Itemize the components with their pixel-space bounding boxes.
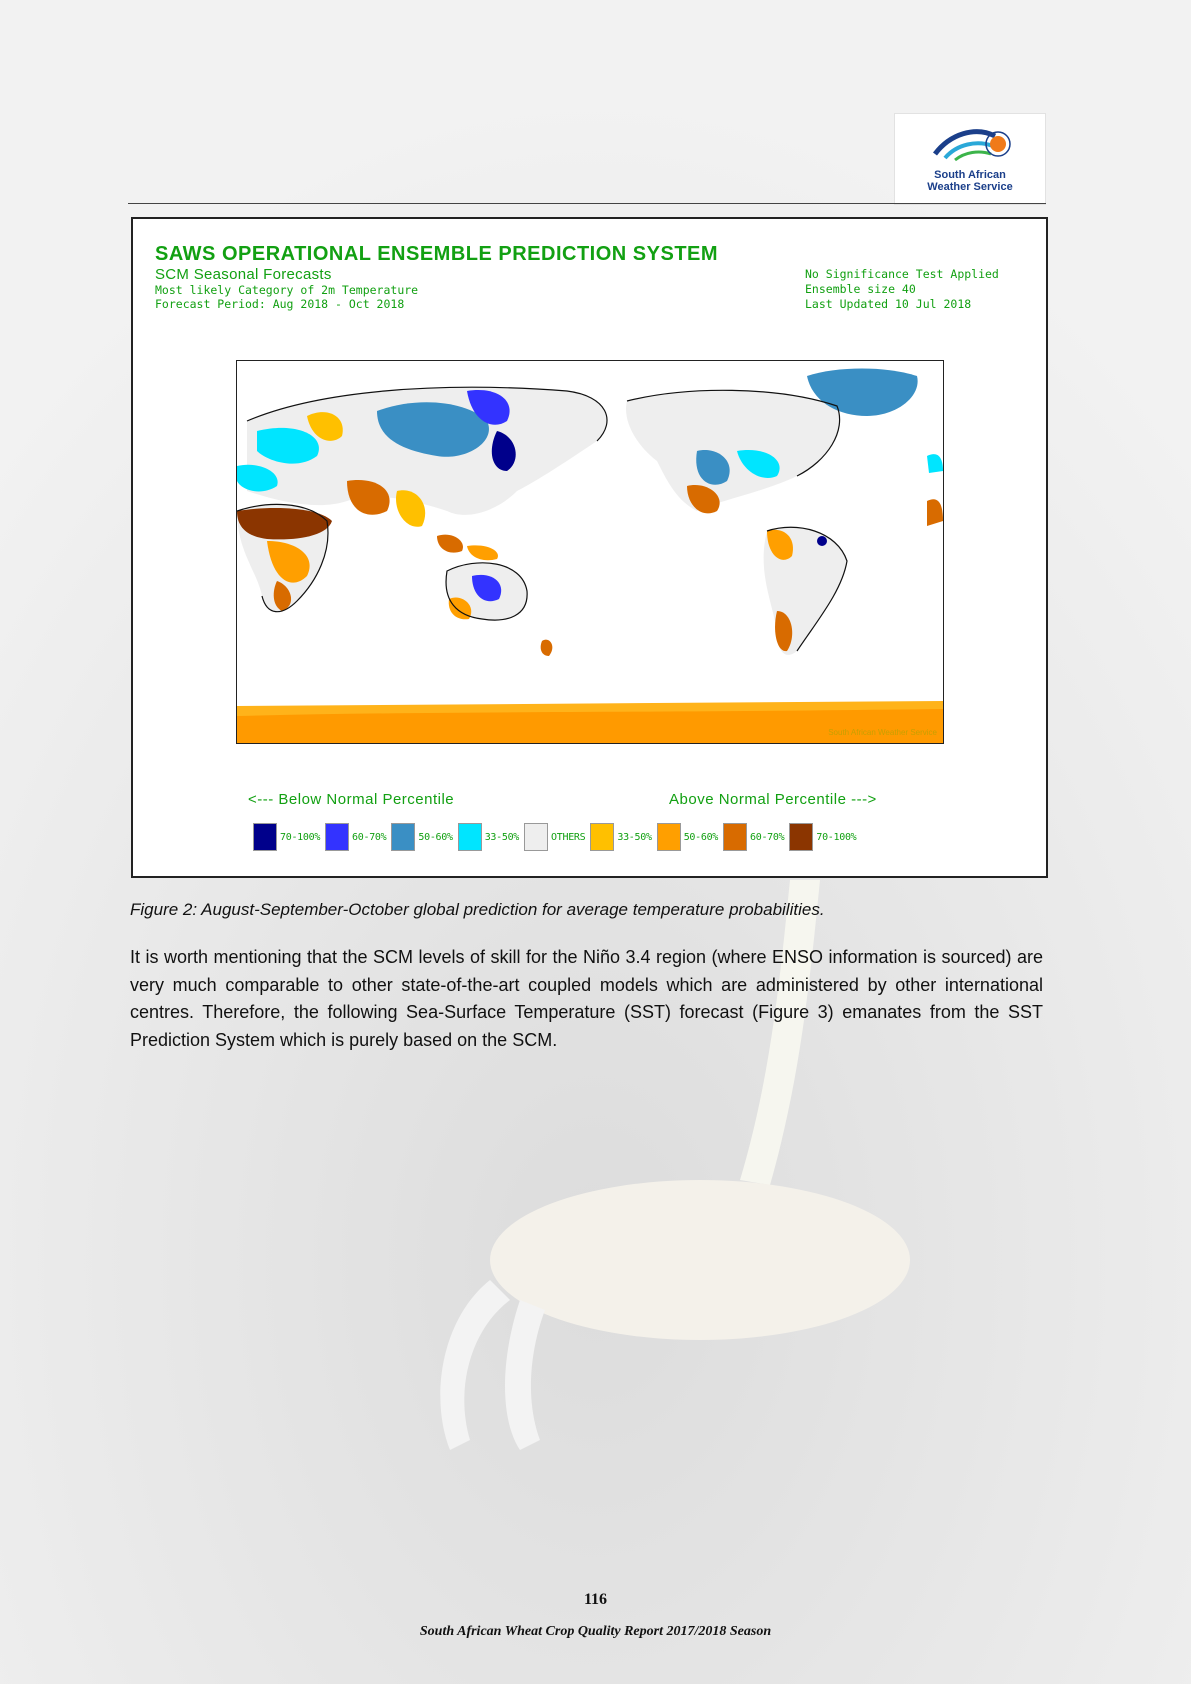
body-paragraph: It is worth mentioning that the SCM levels of skill for the Niño 3.4 region (where ENSO information is sourced) are very much comparable to other state-of-the-art coupled models which are administered by other international centres. Therefore, the following Sea-Surface Temperature (SST) forecast (Figure 3) emanates from the SST Prediction System which is purely based on the SCM. (130, 947, 1043, 1050)
legend-below-label: <--- Below Normal Percentile (248, 791, 455, 808)
legend-swatch (789, 823, 813, 851)
saws-logo-icon (895, 114, 1045, 169)
legend-label: 33-50% (484, 831, 520, 843)
legend-item (789, 823, 856, 851)
legend-label: 50-60% (683, 831, 719, 843)
legend-item (723, 823, 784, 851)
logo-name-line-1: South African (934, 169, 1006, 181)
legend-item (458, 823, 519, 851)
legend-swatch (253, 823, 277, 851)
figure-variable: Most likely Category of 2m Temperature (155, 283, 419, 297)
legend-item (325, 823, 386, 851)
figure-subtitle: SCM Seasonal Forecasts (155, 266, 332, 283)
page-footer: South African Wheat Crop Quality Report 2017/2018 Season (419, 1624, 772, 1639)
legend-label: 33-50% (617, 831, 652, 843)
page-number: 116 (583, 1591, 608, 1608)
logo-text (895, 169, 1045, 193)
legend (253, 823, 861, 851)
legend-item (524, 823, 585, 851)
last-updated: Last Updated 10 Jul 2018 (805, 297, 972, 311)
saws-logo (894, 113, 1046, 205)
legend-item (253, 823, 320, 851)
legend-swatch (723, 823, 747, 851)
forecast-figure (131, 217, 1048, 878)
legend-label: OTHERS (551, 831, 586, 843)
legend-swatch (325, 823, 349, 851)
figure-title: SAWS OPERATIONAL ENSEMBLE PREDICTION SYSTEM (155, 243, 719, 265)
legend-label: 70-100% (280, 831, 321, 843)
legend-label: 70-100% (816, 831, 857, 843)
legend-above-label: Above Normal Percentile ---> (669, 791, 877, 808)
significance-note: No Significance Test Applied (805, 267, 999, 281)
legend-swatch (657, 823, 681, 851)
header-rule (128, 203, 1046, 204)
legend-label: 60-70% (352, 831, 387, 843)
legend-item (391, 823, 452, 851)
legend-swatch (391, 823, 415, 851)
legend-swatch (524, 823, 548, 851)
world-forecast-map (236, 360, 944, 744)
legend-item (657, 823, 718, 851)
legend-swatch (590, 823, 614, 851)
figure-caption: Figure 2: August-September-October global prediction for average temperature probabilities. (130, 900, 825, 919)
figure-period: Forecast Period: Aug 2018 - Oct 2018 (155, 297, 405, 311)
logo-name-line-2: Weather Service (927, 181, 1013, 193)
legend-label: 60-70% (750, 831, 785, 843)
legend-label: 50-60% (418, 831, 453, 843)
legend-swatch (458, 823, 482, 851)
map-credit: South African Weather Service (828, 728, 937, 737)
ensemble-size: Ensemble size 40 (805, 282, 916, 296)
legend-item (590, 823, 651, 851)
world-map-graphic (237, 361, 943, 743)
